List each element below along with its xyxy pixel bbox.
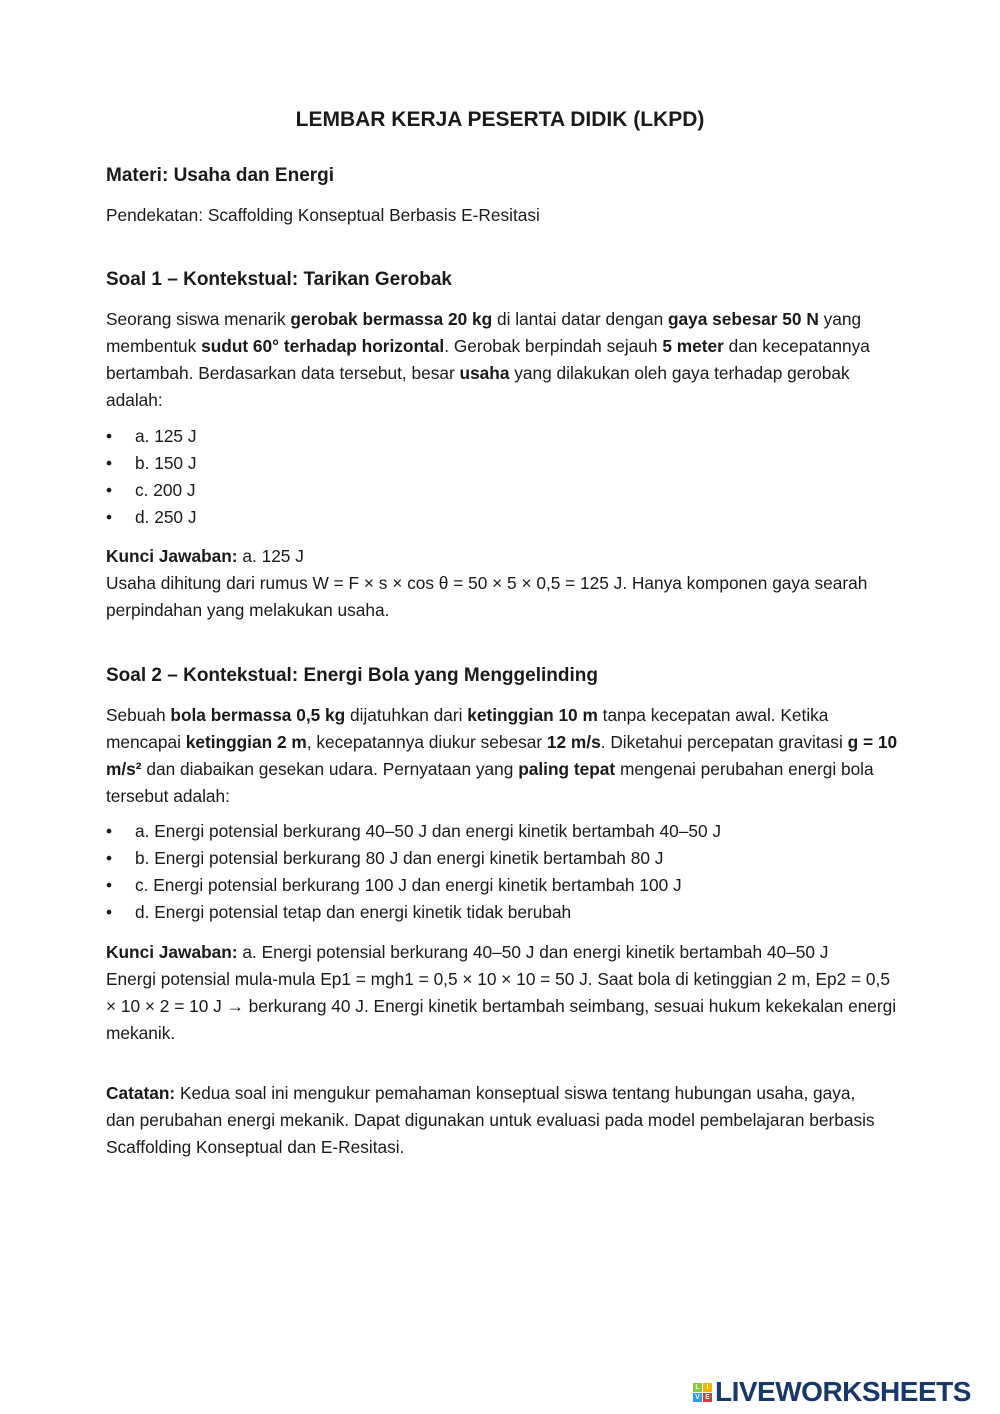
soal2-answer <box>106 939 901 1047</box>
text-run: dijatuhkan dari <box>345 705 468 725</box>
soal2-options <box>106 818 906 926</box>
page-title: LEMBAR KERJA PESERTA DIDIK (LKPD) <box>295 108 705 131</box>
bold-phrase: ketinggian 10 m <box>467 705 598 725</box>
catatan-label: Catatan: <box>106 1083 176 1103</box>
catatan-text: Kedua soal ini mengukur pemahaman konseptual siswa tentang hubungan usaha, gaya, dan perubahan energi mekanik. Dapat digunakan untuk evaluasi pada model pembelajaran berbasis Scaffolding Konseptual dan E-Resitasi. <box>106 1083 875 1157</box>
text-run: di lantai datar dengan <box>492 309 668 329</box>
answer-option: • b. Energi potensial berkurang 80 J dan energi kinetik bertambah 80 J <box>106 845 906 872</box>
text-run: Seorang siswa menarik <box>106 309 291 329</box>
bold-phrase: gaya sebesar 50 N <box>667 309 819 329</box>
materi-heading: Materi: Usaha dan Energi <box>106 165 335 186</box>
answer-option: • d. Energi potensial tetap dan energi kinetik tidak berubah <box>106 899 906 926</box>
text-run: dan diabaikan gesekan udara. Pernyataan yang <box>141 759 519 779</box>
catatan <box>106 1080 876 1161</box>
bold-phrase: g = 10 m/s² <box>106 732 898 779</box>
text-run: Sebuah <box>106 705 171 725</box>
soal2-heading: Soal 2 – Kontekstual: Energi Bola yang Menggelinding <box>106 665 598 686</box>
bold-phrase: sudut 60° terhadap horizontal <box>201 336 445 356</box>
text-run: tanpa kecepatan awal. Ketika mencapai <box>106 705 829 752</box>
answer-key-value: a. Energi potensial berkurang 40–50 J dan energi kinetik bertambah 40–50 J <box>237 942 829 962</box>
soal1-question <box>106 306 906 414</box>
soal1-answer <box>106 543 906 624</box>
answer-option: • b. 150 J <box>106 450 906 477</box>
answer-option: • a. Energi potensial berkurang 40–50 J dan energi kinetik bertambah 40–50 J <box>106 818 906 845</box>
answer-option: • c. 200 J <box>106 477 906 504</box>
logo-live-icon: L I V E <box>693 1383 712 1402</box>
answer-option: • a. 125 J <box>106 423 906 450</box>
answer-option: • c. Energi potensial berkurang 100 J dan energi kinetik bertambah 100 J <box>106 872 906 899</box>
liveworksheets-logo <box>693 1376 971 1408</box>
bold-phrase: bola bermassa 0,5 kg <box>170 705 346 725</box>
answer-option: • d. 250 J <box>106 504 906 531</box>
pendekatan-text: Pendekatan: Scaffolding Konseptual Berbasis E-Resitasi <box>106 205 540 225</box>
bold-phrase: paling tepat <box>518 759 616 779</box>
text-run: . Diketahui percepatan gravitasi <box>600 732 848 752</box>
text-run: , kecepatannya diukur sebesar <box>306 732 547 752</box>
answer-key-label: Kunci Jawaban: <box>106 942 238 962</box>
bold-phrase: 5 meter <box>662 336 724 356</box>
answer-explanation: Energi potensial mula-mula Ep1 = mgh1 = 0,5 × 10 × 10 = 50 J. Saat bola di ketinggian 2 m, Ep2 = 0,5 × 10 × 2 = 10 J → berkurang 40 J. Energi kinetik bertambah seimbang, sesuai hukum kekekalan energi mekanik. <box>106 969 897 1043</box>
bold-phrase: ketinggian 2 m <box>185 732 307 752</box>
text-run: mengenai perubahan energi bola tersebut adalah: <box>106 759 874 806</box>
answer-key-label: Kunci Jawaban: <box>106 546 238 566</box>
text-run: . Gerobak berpindah sejauh <box>444 336 663 356</box>
bold-phrase: 12 m/s <box>546 732 601 752</box>
text-run: yang dilakukan oleh gaya terhadap gerobak adalah: <box>106 363 850 410</box>
answer-key-value: a. 125 J <box>237 546 304 566</box>
text-run: dan kecepatannya bertambah. Berdasarkan data tersebut, besar <box>106 336 870 383</box>
answer-explanation: Usaha dihitung dari rumus W = F × s × cos θ = 50 × 5 × 0,5 = 125 J. Hanya komponen gaya searah perpindahan yang melakukan usaha. <box>106 573 868 620</box>
text-run: yang membentuk <box>106 309 862 356</box>
soal1-options <box>106 423 906 531</box>
soal1-heading: Soal 1 – Kontekstual: Tarikan Gerobak <box>106 269 452 290</box>
bold-phrase: usaha <box>459 363 510 383</box>
soal2-question <box>106 702 906 810</box>
bold-phrase: gerobak bermassa 20 kg <box>290 309 493 329</box>
logo-text: LIVEWORKSHEETS <box>715 1376 971 1407</box>
